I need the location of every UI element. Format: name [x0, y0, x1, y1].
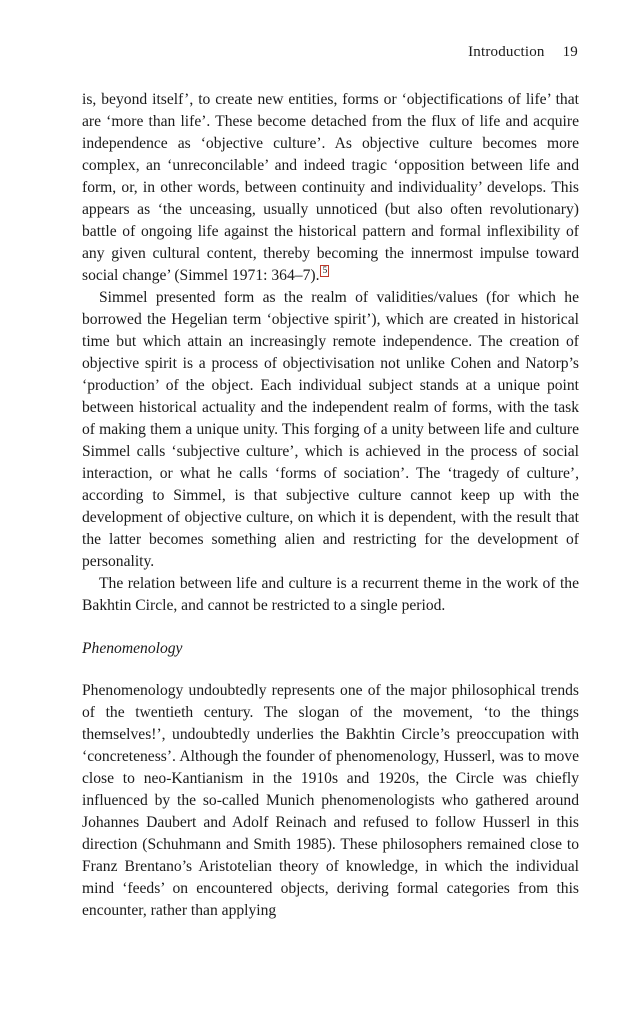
footnote-reference-link[interactable]: 5 — [322, 266, 328, 276]
running-head — [468, 44, 578, 61]
running-head-title: Introduction — [468, 44, 545, 60]
paragraph-1-text: is, beyond itself’, to create new entities, forms or ‘objectifications of life’ that are ‘more than life’. These become detached from the flux of life and acquire independence as ‘objective culture’. As objective culture becomes more complex, an ‘unreconcilable’ and indeed tragic ‘opposition between life and form, or, in other words, between continuity and individuality’ develops. This appears as ‘the unceasing, usually unnoticed (but also often revolutionary) battle of ongoing life against the historical pattern and formal inflexibility of any given cultural content, thereby becoming the innermost impulse toward social change’ (Simmel 1971: 364–7). — [82, 91, 579, 284]
section-heading: Phenomenology — [82, 640, 183, 657]
paragraph-phenomenology: Phenomenology undoubtedly represents one of the major philosophical trends of the twentieth century. The slogan of the movement, ‘to the things themselves!’, undoubtedly underlies the Bakhtin Circle’s preoccupation with ‘concreteness’. Although the founder of phenomenology, Husserl, was to move close to neo-Kantianism in the 1910s and 1920s, the Circle was chiefly influenced by the so-called Munich phenomenologists who gathered around Johannes Daubert and Adolf Reinach and refused to follow Husserl in this direction (Schuhmann and Smith 1985). These philosophers remained close to Franz Brentano’s Aristotelian theory of knowledge, in which the individual mind ‘feeds’ on encountered objects, deriving formal categories from this encounter, rather than applying — [82, 682, 579, 919]
paragraph-life-culture: The relation between life and culture is a recurrent theme in the work of the Bakhtin Circle, and cannot be restricted to a single period. — [82, 575, 579, 614]
body-text — [82, 89, 579, 922]
paragraph-continuation — [82, 89, 579, 287]
paragraph-simmel-form: Simmel presented form as the realm of validities/values (for which he borrowed the Hegelian term ‘objective spirit’), which are created in historical time but which attain an increasingly remote independence. The creation of objective spirit is a process of objectivisation not unlike Cohen and Natorp’s ‘production’ of the object. Each individual subject stands at a unique point between historical actuality and the independent realm of forms, with the task of making them a unique unity. This forging of a unity between life and culture Simmel calls ‘subjective culture’, which is achieved in the process of social interaction, or what he calls ‘forms of sociation’. The ‘tragedy of culture’, according to Simmel, is that subjective culture cannot keep up with the development of objective culture, on which it is dependent, with the result that the latter becomes something alien and restricting for the development of personality. — [82, 289, 579, 570]
page-number: 19 — [562, 44, 578, 60]
